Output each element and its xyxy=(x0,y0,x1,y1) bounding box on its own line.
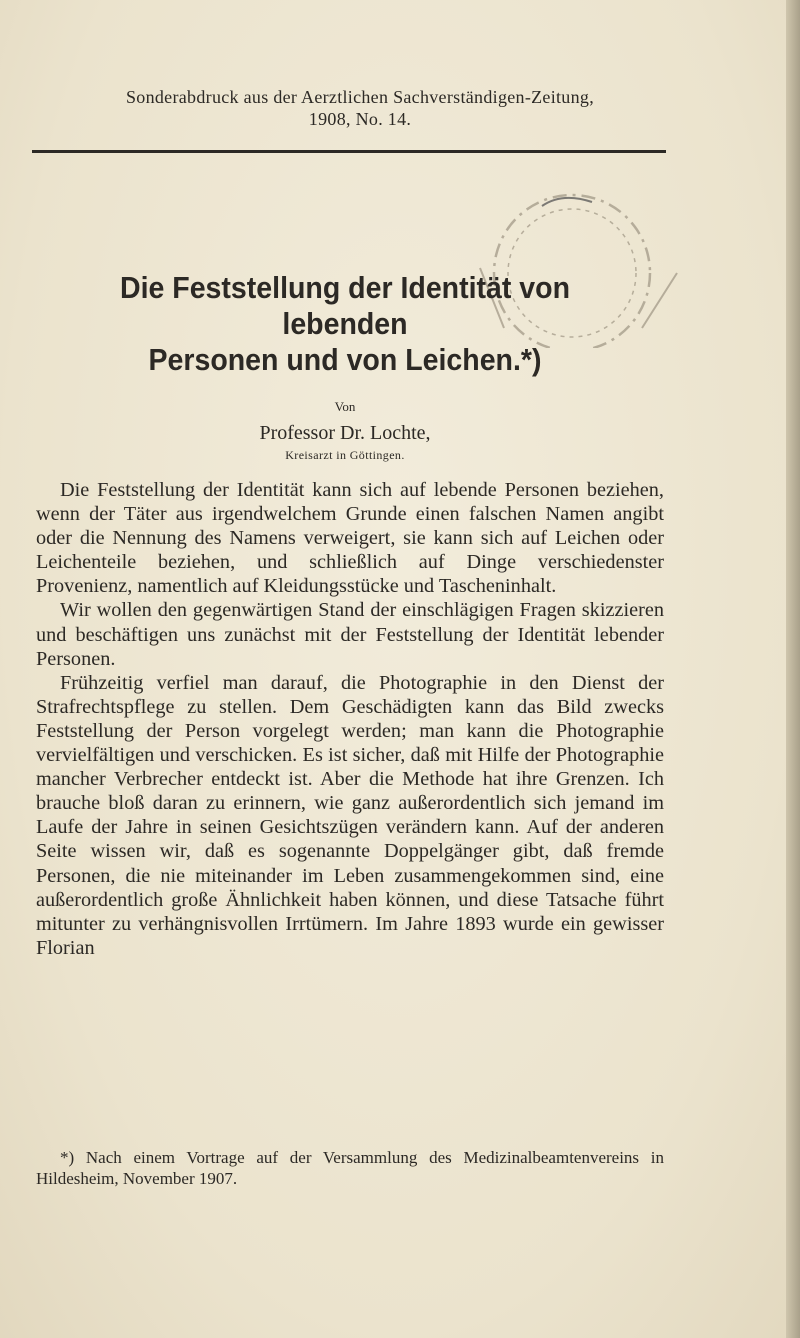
header-rule xyxy=(32,150,666,153)
article-title xyxy=(64,270,625,378)
header-line-1: Sonderabdruck aus der Aerztlichen Sachverständigen-Zeitung, xyxy=(125,87,595,107)
title-line-2: Personen und von Leichen.*) xyxy=(148,342,542,377)
byline-von: Von xyxy=(334,399,356,414)
author-name: Professor Dr. Lochte, xyxy=(259,422,431,444)
publication-header xyxy=(30,86,690,130)
footnote: *) Nach einem Vortrage auf der Versammlung des Medizinalbeamtenvereins in Hildesheim, November 1907. xyxy=(36,1148,664,1188)
paragraph-1: Die Feststellung der Identität kann sich auf lebende Personen beziehen, wenn der Täter aus irgendwelchem Grunde einen falschen Namen angibt oder die Nennung des Namens verweigert, sie kann sich auf Leichen oder Leichenteile beziehen, und schließlich auf Dinge verschiedenster Provenienz, namentlich auf Kleidungsstücke und Tascheninhalt. xyxy=(36,479,664,598)
title-line-1: Die Feststellung der Identität von lebenden xyxy=(119,270,571,341)
author-affiliation: Kreisarzt in Göttingen. xyxy=(285,448,405,462)
article-body xyxy=(36,478,664,960)
page-edge xyxy=(786,0,800,1338)
paragraph-3: Frühzeitig verfiel man darauf, die Photographie in den Dienst der Strafrechtspflege zu stellen. Dem Geschädigten kann das Bild zwecks Feststellung der Person vorgelegt werden; man kann die Photographie vervielfältigen und verschicken. Es ist sicher, daß mit Hilfe der Photographie mancher Verbrecher entdeckt ist. Aber die Methode hat ihre Grenzen. Ich brauche bloß daran zu erinnern, wie ganz außerordentlich sich jemand im Laufe der Jahre in seinen Gesichtszügen verändern kann. Auf der anderen Seite wissen wir, daß es sogenannte Doppelgänger gibt, daß fremde Personen, die nie miteinander im Leben zusammengekommen sind, eine außerordentlich große Ähnlichkeit haben können, und diese Tatsache führt mitunter zu verhängnisvollen Irrtümern. Im Jahre 1893 wurde ein gewisser Florian xyxy=(36,671,664,959)
header-line-2: 1908, No. 14. xyxy=(308,109,412,129)
paragraph-2: Wir wollen den gegenwärtigen Stand der einschlägigen Fragen skizzieren und beschäftigen uns zunächst mit der Feststellung der Identität lebender Personen. xyxy=(36,599,664,670)
